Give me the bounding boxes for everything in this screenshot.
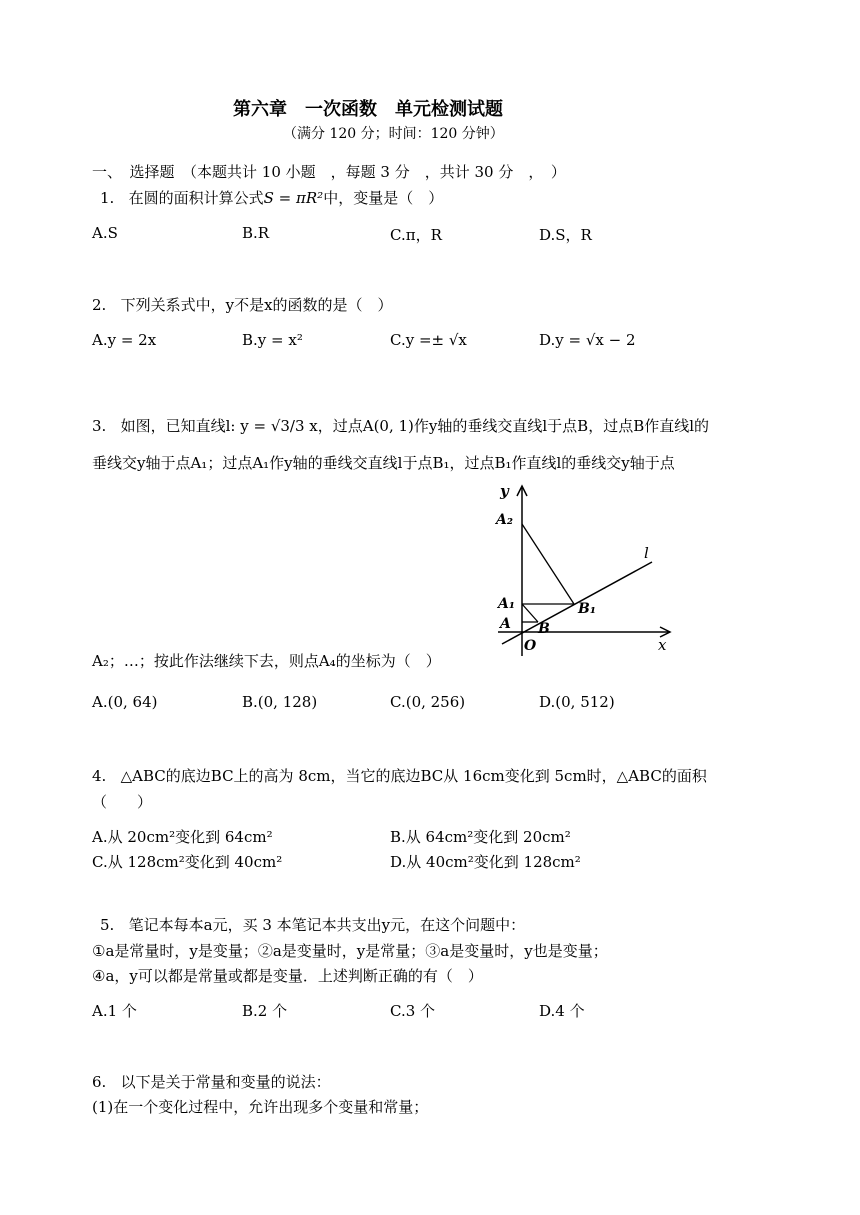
option-a: A.y = 2x bbox=[92, 331, 157, 349]
question-text: 笔记本每本a元，买 3 本笔记本共支出y元，在这个问题中： bbox=[128, 916, 526, 934]
option-a: A.(0, 64) bbox=[92, 693, 158, 711]
option-b: B.R bbox=[242, 224, 270, 242]
option-b: B.从 64cm²变化到 20cm² bbox=[390, 828, 571, 846]
option-c: C.(0, 256) bbox=[390, 693, 466, 711]
label-A: A bbox=[500, 616, 511, 632]
question-text: ④a，y可以都是常量或都是变量．上述判断正确的有（ ） bbox=[92, 967, 483, 985]
option-d: D.从 40cm²变化到 128cm² bbox=[390, 853, 581, 871]
option-d: D.(0, 512) bbox=[539, 693, 615, 711]
formula: S = πR² bbox=[263, 189, 324, 207]
question-6 bbox=[92, 1071, 331, 1092]
option-c: C.3 个 bbox=[390, 1002, 436, 1020]
segment-BA1 bbox=[522, 604, 538, 622]
label-x: x bbox=[658, 636, 667, 654]
option-b: B.(0, 128) bbox=[242, 693, 318, 711]
label-B1: B₁ bbox=[578, 601, 596, 617]
segment-B1A2 bbox=[522, 524, 574, 604]
question-text: 在圆的面积计算公式 bbox=[128, 189, 264, 207]
option-a: A.从 20cm²变化到 64cm² bbox=[92, 828, 273, 846]
label-l: l bbox=[644, 544, 649, 562]
question-text: ①a是常量时，y是变量；②a是变量时，y是常量；③a是变量时，y也是变量； bbox=[92, 942, 608, 960]
question-text: A₂；…；按此作法继续下去，则点A₄的坐标为（ ） bbox=[92, 652, 441, 670]
question-text: △ABC的底边BC上的高为 8cm，当它的底边BC从 16cm变化到 5cm时，△ABC的面积 bbox=[120, 767, 707, 785]
question-text: 垂线交y轴于点A₁；过点A₁作y轴的垂线交直线l于点B₁，过点B₁作直线l的垂线交y轴于点 bbox=[92, 454, 675, 472]
question-3 bbox=[92, 415, 709, 436]
question-text: 以下是关于常量和变量的说法： bbox=[120, 1073, 331, 1091]
option-c: C.y =± √x bbox=[390, 331, 467, 349]
question-number: 1. bbox=[100, 189, 115, 207]
option-a: A.S bbox=[92, 224, 118, 242]
question-text: 中，变量是（ ） bbox=[323, 189, 444, 207]
question-4 bbox=[92, 765, 707, 786]
page-subtitle: （满分 120 分；时间：120 分钟） bbox=[283, 126, 504, 142]
question-number: 2. bbox=[92, 296, 107, 314]
option-d: D.y = √x − 2 bbox=[539, 331, 636, 349]
option-a: A.1 个 bbox=[92, 1002, 137, 1020]
section-heading: 一、 选择题 （本题共计 10 小题 ，每题 3 分 ，共计 30 分 ， ） bbox=[92, 163, 566, 181]
option-d: D.4 个 bbox=[539, 1002, 585, 1020]
label-A2: A₂ bbox=[496, 512, 513, 528]
label-y: y bbox=[500, 482, 509, 500]
option-b: B.2 个 bbox=[242, 1002, 288, 1020]
option-c: C.π，R bbox=[390, 226, 442, 244]
question-number: 3. bbox=[92, 417, 107, 435]
option-d: D.S，R bbox=[539, 226, 592, 244]
option-c: C.从 128cm²变化到 40cm² bbox=[92, 853, 283, 871]
question-number: 5. bbox=[100, 916, 115, 934]
question-text: 下列关系式中，y不是x的函数的是（ ） bbox=[120, 296, 393, 314]
question-text: 如图，已知直线l: y = √3/3 x，过点A(0, 1)作y轴的垂线交直线l于点B，过点B作直线l的 bbox=[120, 417, 710, 435]
question-2 bbox=[92, 294, 393, 315]
question-number: 6. bbox=[92, 1073, 107, 1091]
label-O: O bbox=[524, 638, 537, 654]
option-b: B.y = x² bbox=[242, 331, 303, 349]
label-A1: A₁ bbox=[498, 596, 515, 612]
question-number: 4. bbox=[92, 767, 107, 785]
label-B: B bbox=[538, 621, 550, 637]
question-text: (1)在一个变化过程中，允许出现多个变量和常量； bbox=[92, 1098, 429, 1116]
page-title: 第六章 一次函数 单元检测试题 bbox=[233, 99, 503, 120]
question-5 bbox=[100, 914, 525, 935]
question-text: （ ） bbox=[92, 793, 153, 811]
geometry-figure bbox=[478, 480, 684, 658]
question-1 bbox=[100, 187, 443, 208]
